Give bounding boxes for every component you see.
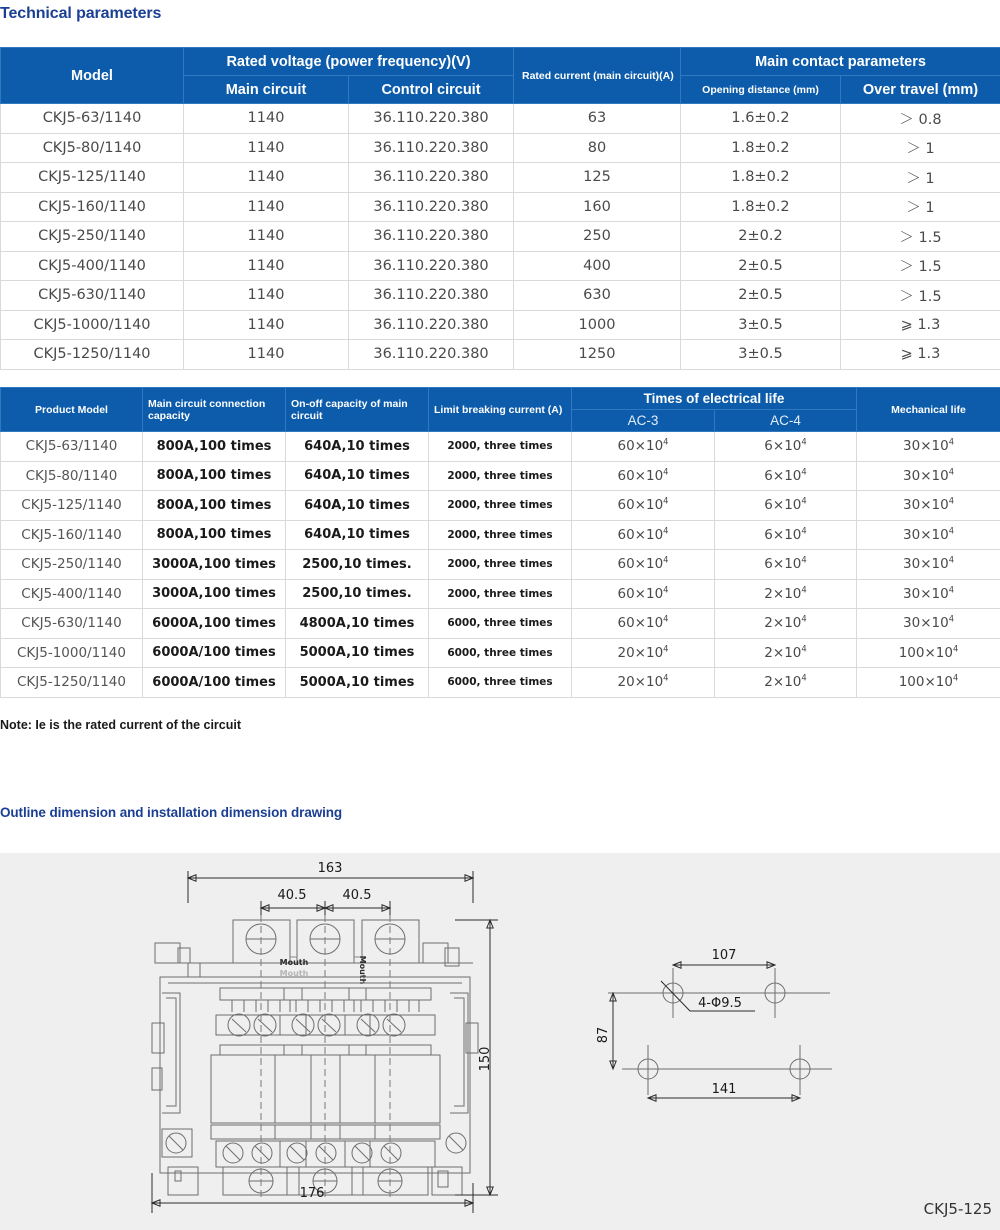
- t1-cell-opening-distance: 3±0.5: [681, 310, 841, 340]
- t1-cell-main-circuit: 1140: [184, 281, 349, 311]
- t2-cell-ac3: [572, 432, 715, 462]
- t2-cell-mechanical-life-ten: 10: [935, 674, 953, 691]
- t2-cell-on-off-capacity: 4800A,10 times: [286, 609, 429, 639]
- t1-cell-rated-current: 80: [514, 133, 681, 163]
- t1-cell-main-circuit: 1140: [184, 104, 349, 134]
- t1-cell-model: CKJ5-1000/1140: [1, 310, 184, 340]
- t2-cell-mechanical-life: [857, 491, 1000, 521]
- t2-cell-ac3: [572, 638, 715, 668]
- th-on-off-capacity: On-off capacity of main circuit: [286, 388, 429, 432]
- t1-cell-main-circuit: 1140: [184, 163, 349, 193]
- t2-cell-mechanical-life-base: 30: [903, 556, 921, 573]
- t2-cell-ac4-ten: 10: [784, 497, 802, 514]
- t2-cell-limit-breaking: 2000, three times: [429, 461, 572, 491]
- t2-cell-ac3: [572, 609, 715, 639]
- t2-cell-ac4: [715, 609, 857, 639]
- th-main-contact-parameters: Main contact parameters: [681, 48, 1000, 76]
- t2-cell-product-model: CKJ5-630/1140: [1, 609, 143, 639]
- t2-cell-ac3-ten: 10: [645, 674, 664, 691]
- t2-cell-product-model: CKJ5-125/1140: [1, 491, 143, 521]
- dim-hole-pitch-bottom: 141: [711, 1082, 737, 1097]
- t2-cell-ac3-base: 60: [617, 526, 635, 543]
- multiply-sign: ×: [772, 556, 785, 573]
- t2-cell-ac4-exponent: 4: [801, 643, 807, 654]
- t1-cell-model: CKJ5-63/1140: [1, 104, 184, 134]
- multiply-sign: ×: [772, 497, 785, 514]
- t2-cell-ac3-base: 20: [617, 644, 635, 661]
- t2-cell-ac4-base: 6: [764, 467, 773, 484]
- t2-cell-ac3: [572, 579, 715, 609]
- t2-cell-on-off-capacity: 5000A,10 times: [286, 638, 429, 668]
- t2-cell-product-model: CKJ5-1250/1140: [1, 668, 143, 698]
- t2-cell-connection-capacity: 800A,100 times: [143, 432, 286, 462]
- th-mechanical-life: Mechanical life: [857, 388, 1000, 432]
- t2-cell-ac3-exponent: 4: [663, 584, 669, 595]
- t2-cell-connection-capacity: 6000A/100 times: [143, 638, 286, 668]
- t2-cell-on-off-capacity: 5000A,10 times: [286, 668, 429, 698]
- t1-cell-over-travel: ＞ 1.5: [841, 222, 1000, 252]
- t1-cell-over-travel: ＞ 1: [841, 133, 1000, 163]
- t2-cell-limit-breaking: 6000, three times: [429, 638, 572, 668]
- multiply-sign: ×: [634, 526, 646, 543]
- t2-cell-connection-capacity: 800A,100 times: [143, 461, 286, 491]
- t2-cell-mechanical-life-exponent: 4: [948, 436, 955, 447]
- mounting-hole-view-group: [596, 948, 832, 1101]
- dim-pole-pitch-right: 40.5: [342, 888, 372, 903]
- t1-cell-opening-distance: 2±0.5: [681, 281, 841, 311]
- multiply-sign: ×: [772, 674, 785, 691]
- t2-cell-mechanical-life: [857, 520, 1000, 550]
- th-rated-voltage: Rated voltage (power frequency)(V): [184, 48, 514, 76]
- multiply-sign: ×: [924, 674, 936, 691]
- t2-cell-connection-capacity: 3000A,100 times: [143, 550, 286, 580]
- t1-cell-model: CKJ5-250/1140: [1, 222, 184, 252]
- dim-hole-spec: 4-Φ9.5: [698, 996, 742, 1011]
- multiply-sign: ×: [772, 615, 785, 632]
- t1-cell-main-circuit: 1140: [184, 133, 349, 163]
- table-row: [1, 192, 1000, 222]
- th-rated-current: Rated current (main circuit)(A): [514, 48, 681, 104]
- t2-cell-ac3-exponent: 4: [663, 525, 669, 536]
- t1-cell-over-travel: ⩾ 1.3: [841, 310, 1000, 340]
- t2-cell-ac4-ten: 10: [784, 556, 802, 573]
- t1-cell-main-circuit: 1140: [184, 340, 349, 370]
- t2-cell-ac4-base: 2: [764, 615, 773, 632]
- table1-header-row-1: [1, 48, 1000, 76]
- t2-cell-on-off-capacity: 640A,10 times: [286, 461, 429, 491]
- t1-cell-control-circuit: 36.110.220.380: [349, 222, 514, 252]
- table-row: [1, 579, 1000, 609]
- multiply-sign: ×: [634, 644, 646, 661]
- multiply-sign: ×: [634, 467, 646, 484]
- t2-cell-ac3-ten: 10: [645, 497, 664, 514]
- t2-cell-ac3-ten: 10: [645, 526, 664, 543]
- t2-cell-ac4-exponent: 4: [801, 525, 807, 536]
- t1-cell-model: CKJ5-80/1140: [1, 133, 184, 163]
- t2-cell-ac3-ten: 10: [645, 438, 664, 455]
- t2-cell-ac4: [715, 638, 857, 668]
- t2-cell-mechanical-life-exponent: 4: [952, 643, 959, 654]
- multiply-sign: ×: [772, 526, 785, 543]
- table-row: [1, 310, 1000, 340]
- table-row: [1, 520, 1000, 550]
- multiply-sign: ×: [634, 556, 646, 573]
- t2-cell-ac3-ten: 10: [645, 467, 664, 484]
- t1-cell-main-circuit: 1140: [184, 310, 349, 340]
- t1-cell-over-travel: ＞ 1.5: [841, 251, 1000, 281]
- t2-cell-limit-breaking: 2000, three times: [429, 520, 572, 550]
- table-row: [1, 461, 1000, 491]
- t1-cell-opening-distance: 1.8±0.2: [681, 192, 841, 222]
- multiply-sign: ×: [920, 467, 932, 484]
- t2-cell-ac3-exponent: 4: [663, 466, 669, 477]
- t2-cell-ac3-exponent: 4: [663, 643, 669, 654]
- table-row: [1, 340, 1000, 370]
- th-over-travel: Over travel (mm): [841, 76, 1000, 104]
- dimension-drawing-panel: [0, 853, 1000, 1230]
- t2-cell-ac3-base: 20: [617, 674, 635, 691]
- th-connection-capacity: Main circuit connection capacity: [143, 388, 286, 432]
- t2-cell-mechanical-life-ten: 10: [931, 556, 949, 573]
- t2-cell-ac4: [715, 668, 857, 698]
- t2-cell-mechanical-life-exponent: 4: [948, 554, 955, 565]
- dim-vertical-pitch: 87: [596, 1026, 611, 1044]
- t2-cell-mechanical-life-ten: 10: [931, 467, 949, 484]
- t2-cell-mechanical-life-ten: 10: [931, 585, 949, 602]
- th-model: Model: [1, 48, 184, 104]
- t1-cell-model: CKJ5-630/1140: [1, 281, 184, 311]
- t2-cell-product-model: CKJ5-80/1140: [1, 461, 143, 491]
- t2-cell-mechanical-life-exponent: 4: [948, 584, 955, 595]
- table-row: [1, 432, 1000, 462]
- multiply-sign: ×: [920, 497, 932, 514]
- t1-cell-control-circuit: 36.110.220.380: [349, 133, 514, 163]
- t2-cell-ac4-ten: 10: [784, 467, 802, 484]
- multiply-sign: ×: [920, 615, 932, 632]
- t2-cell-ac4: [715, 432, 857, 462]
- t2-cell-on-off-capacity: 640A,10 times: [286, 432, 429, 462]
- multiply-sign: ×: [634, 674, 646, 691]
- t2-cell-ac3: [572, 461, 715, 491]
- t2-cell-ac3-ten: 10: [645, 556, 664, 573]
- t1-cell-control-circuit: 36.110.220.380: [349, 281, 514, 311]
- t2-cell-ac4-ten: 10: [784, 644, 802, 661]
- t2-cell-ac4: [715, 491, 857, 521]
- terminal-label-mouth-2: Mouth: [279, 969, 309, 978]
- t2-cell-connection-capacity: 800A,100 times: [143, 520, 286, 550]
- t1-cell-control-circuit: 36.110.220.380: [349, 104, 514, 134]
- t1-cell-opening-distance: 2±0.2: [681, 222, 841, 252]
- t2-cell-ac3-base: 60: [617, 556, 635, 573]
- t2-cell-ac4-ten: 10: [784, 585, 802, 602]
- t1-cell-opening-distance: 1.6±0.2: [681, 104, 841, 134]
- table2-header-row-1: [1, 388, 1000, 410]
- t1-cell-control-circuit: 36.110.220.380: [349, 163, 514, 193]
- t2-cell-ac4: [715, 579, 857, 609]
- t2-cell-ac4: [715, 550, 857, 580]
- t2-cell-ac4-base: 2: [764, 585, 773, 602]
- t1-cell-opening-distance: 3±0.5: [681, 340, 841, 370]
- multiply-sign: ×: [634, 497, 646, 514]
- t2-cell-mechanical-life: [857, 609, 1000, 639]
- t2-cell-mechanical-life-exponent: 4: [948, 466, 955, 477]
- t1-cell-over-travel: ＞ 0.8: [841, 104, 1000, 134]
- t2-cell-connection-capacity: 800A,100 times: [143, 491, 286, 521]
- t2-cell-mechanical-life: [857, 461, 1000, 491]
- t2-cell-ac4-exponent: 4: [801, 436, 807, 447]
- t1-cell-main-circuit: 1140: [184, 222, 349, 252]
- t2-cell-ac4-ten: 10: [784, 438, 802, 455]
- t2-cell-mechanical-life-exponent: 4: [948, 495, 955, 506]
- t2-cell-ac3-exponent: 4: [663, 436, 669, 447]
- dim-pole-pitch-left: 40.5: [277, 888, 307, 903]
- t1-cell-over-travel: ＞ 1: [841, 163, 1000, 193]
- multiply-sign: ×: [772, 438, 785, 455]
- t2-cell-ac4-base: 6: [764, 526, 773, 543]
- t2-cell-limit-breaking: 2000, three times: [429, 579, 572, 609]
- t2-cell-connection-capacity: 3000A,100 times: [143, 579, 286, 609]
- multiply-sign: ×: [772, 585, 785, 602]
- multiply-sign: ×: [924, 644, 936, 661]
- dimension-drawing-svg: [0, 853, 1000, 1230]
- t2-cell-ac4-exponent: 4: [801, 613, 807, 624]
- t2-cell-mechanical-life-ten: 10: [931, 615, 949, 632]
- t2-cell-product-model: CKJ5-250/1140: [1, 550, 143, 580]
- t2-cell-mechanical-life: [857, 550, 1000, 580]
- t2-cell-ac4-base: 6: [764, 497, 773, 514]
- t2-cell-product-model: CKJ5-400/1140: [1, 579, 143, 609]
- t2-cell-connection-capacity: 6000A,100 times: [143, 609, 286, 639]
- t2-cell-limit-breaking: 2000, three times: [429, 491, 572, 521]
- t2-cell-ac3-exponent: 4: [663, 495, 669, 506]
- dim-hole-pitch-top: 107: [711, 948, 737, 963]
- t2-cell-ac3-ten: 10: [645, 585, 664, 602]
- front-view-group: [152, 861, 498, 1213]
- t2-cell-ac4-exponent: 4: [801, 672, 807, 683]
- t1-cell-model: CKJ5-400/1140: [1, 251, 184, 281]
- t1-cell-control-circuit: 36.110.220.380: [349, 192, 514, 222]
- t2-cell-product-model: CKJ5-160/1140: [1, 520, 143, 550]
- th-ac4: AC-4: [715, 410, 857, 432]
- t2-cell-on-off-capacity: 2500,10 times.: [286, 579, 429, 609]
- th-ac3: AC-3: [572, 410, 715, 432]
- th-product-model: Product Model: [1, 388, 143, 432]
- page-title-outline-dimension: Outline dimension and installation dimension drawing: [0, 805, 343, 820]
- t2-cell-ac3-base: 60: [617, 497, 635, 514]
- table-row: [1, 251, 1000, 281]
- multiply-sign: ×: [634, 585, 646, 602]
- t2-cell-ac3-ten: 10: [645, 644, 664, 661]
- th-times-of-electrical-life: Times of electrical life: [572, 388, 857, 410]
- t2-cell-mechanical-life: [857, 579, 1000, 609]
- t1-cell-opening-distance: 1.8±0.2: [681, 163, 841, 193]
- t2-cell-mechanical-life-base: 30: [903, 467, 921, 484]
- page-title-technical-parameters: Technical parameters: [0, 5, 162, 22]
- table-row: [1, 222, 1000, 252]
- t1-cell-rated-current: 630: [514, 281, 681, 311]
- t1-cell-main-circuit: 1140: [184, 192, 349, 222]
- t2-cell-limit-breaking: 6000, three times: [429, 609, 572, 639]
- t2-cell-ac4-exponent: 4: [801, 584, 807, 595]
- t2-cell-mechanical-life: [857, 668, 1000, 698]
- dim-overall-width: 163: [317, 861, 343, 876]
- t2-cell-ac4-ten: 10: [784, 615, 802, 632]
- table-row: [1, 133, 1000, 163]
- t1-cell-rated-current: 160: [514, 192, 681, 222]
- t2-cell-product-model: CKJ5-1000/1140: [1, 638, 143, 668]
- terminal-label-mouth-1: Mouth: [279, 958, 309, 967]
- t1-cell-over-travel: ＞ 1.5: [841, 281, 1000, 311]
- multiply-sign: ×: [772, 644, 785, 661]
- t2-cell-mechanical-life-base: 100: [898, 644, 925, 661]
- th-limit-breaking-current: Limit breaking current (A): [429, 388, 572, 432]
- t1-cell-control-circuit: 36.110.220.380: [349, 251, 514, 281]
- t1-cell-rated-current: 125: [514, 163, 681, 193]
- t2-cell-ac4-exponent: 4: [801, 495, 807, 506]
- t2-cell-mechanical-life: [857, 638, 1000, 668]
- multiply-sign: ×: [772, 467, 785, 484]
- t2-cell-ac3-base: 60: [617, 615, 635, 632]
- th-opening-distance: Opening distance (mm): [681, 76, 841, 104]
- t2-cell-ac4-base: 6: [764, 438, 773, 455]
- t1-cell-model: CKJ5-1250/1140: [1, 340, 184, 370]
- multiply-sign: ×: [920, 556, 932, 573]
- t1-cell-over-travel: ⩾ 1.3: [841, 340, 1000, 370]
- table-row: [1, 609, 1000, 639]
- t2-cell-mechanical-life-base: 30: [903, 585, 921, 602]
- t2-cell-ac3-base: 60: [617, 467, 635, 484]
- t1-cell-opening-distance: 2±0.5: [681, 251, 841, 281]
- t2-cell-limit-breaking: 6000, three times: [429, 668, 572, 698]
- t2-cell-ac4-ten: 10: [784, 526, 802, 543]
- multiply-sign: ×: [634, 438, 646, 455]
- dim-height: 150: [478, 1046, 493, 1072]
- t2-cell-ac3-exponent: 4: [663, 554, 669, 565]
- technical-parameters-table: [0, 47, 1000, 370]
- t2-cell-mechanical-life-ten: 10: [931, 497, 949, 514]
- t2-cell-ac4: [715, 520, 857, 550]
- t1-cell-rated-current: 1250: [514, 340, 681, 370]
- t2-cell-mechanical-life-base: 30: [903, 615, 921, 632]
- t1-cell-rated-current: 400: [514, 251, 681, 281]
- t2-cell-limit-breaking: 2000, three times: [429, 550, 572, 580]
- t2-cell-ac4-base: 2: [764, 644, 773, 661]
- t1-cell-model: CKJ5-125/1140: [1, 163, 184, 193]
- table-row: [1, 550, 1000, 580]
- t1-cell-model: CKJ5-160/1140: [1, 192, 184, 222]
- electrical-life-table: [0, 387, 1000, 698]
- t2-cell-on-off-capacity: 640A,10 times: [286, 491, 429, 521]
- t2-cell-ac4: [715, 461, 857, 491]
- t1-cell-main-circuit: 1140: [184, 251, 349, 281]
- t2-cell-mechanical-life-exponent: 4: [952, 672, 959, 683]
- t2-cell-mechanical-life-base: 30: [903, 526, 921, 543]
- t1-cell-rated-current: 250: [514, 222, 681, 252]
- t2-cell-ac4-exponent: 4: [801, 554, 807, 565]
- t2-cell-mechanical-life-exponent: 4: [948, 613, 955, 624]
- t2-cell-mechanical-life-base: 100: [898, 674, 925, 691]
- t2-cell-ac3: [572, 550, 715, 580]
- t2-cell-mechanical-life-ten: 10: [931, 526, 949, 543]
- t2-cell-ac3-exponent: 4: [663, 672, 669, 683]
- multiply-sign: ×: [634, 615, 646, 632]
- t2-cell-ac3-exponent: 4: [663, 613, 669, 624]
- t1-cell-control-circuit: 36.110.220.380: [349, 310, 514, 340]
- multiply-sign: ×: [920, 585, 932, 602]
- table-row: [1, 491, 1000, 521]
- table-row: [1, 163, 1000, 193]
- t2-cell-on-off-capacity: 2500,10 times.: [286, 550, 429, 580]
- table-row: [1, 281, 1000, 311]
- multiply-sign: ×: [920, 526, 932, 543]
- t2-cell-ac4-exponent: 4: [801, 466, 807, 477]
- note-text: Note: Ie is the rated current of the circuit: [0, 718, 242, 732]
- th-main-circuit: Main circuit: [184, 76, 349, 104]
- table-row: [1, 668, 1000, 698]
- t2-cell-mechanical-life-ten: 10: [931, 438, 949, 455]
- t2-cell-product-model: CKJ5-63/1140: [1, 432, 143, 462]
- t2-cell-ac3: [572, 668, 715, 698]
- t1-cell-rated-current: 1000: [514, 310, 681, 340]
- drawing-model-label: CKJ5-125: [923, 1200, 992, 1218]
- th-control-circuit: Control circuit: [349, 76, 514, 104]
- t1-cell-over-travel: ＞ 1: [841, 192, 1000, 222]
- t2-cell-ac3: [572, 520, 715, 550]
- table-row: [1, 638, 1000, 668]
- multiply-sign: ×: [920, 438, 932, 455]
- t2-cell-mechanical-life: [857, 432, 1000, 462]
- t2-cell-ac3-base: 60: [617, 585, 635, 602]
- t2-cell-on-off-capacity: 640A,10 times: [286, 520, 429, 550]
- t2-cell-mechanical-life-exponent: 4: [948, 525, 955, 536]
- t1-cell-rated-current: 63: [514, 104, 681, 134]
- t2-cell-mechanical-life-ten: 10: [935, 644, 953, 661]
- dim-base-width: 176: [299, 1186, 325, 1201]
- t2-cell-limit-breaking: 2000, three times: [429, 432, 572, 462]
- table-row: [1, 104, 1000, 134]
- t2-cell-mechanical-life-base: 30: [903, 497, 921, 514]
- t2-cell-mechanical-life-base: 30: [903, 438, 921, 455]
- t1-cell-control-circuit: 36.110.220.380: [349, 340, 514, 370]
- t2-cell-ac4-ten: 10: [784, 674, 802, 691]
- t2-cell-ac3-ten: 10: [645, 615, 664, 632]
- t2-cell-ac3-base: 60: [617, 438, 635, 455]
- t2-cell-ac4-base: 6: [764, 556, 773, 573]
- t2-cell-connection-capacity: 6000A/100 times: [143, 668, 286, 698]
- t2-cell-ac4-base: 2: [764, 674, 773, 691]
- t1-cell-opening-distance: 1.8±0.2: [681, 133, 841, 163]
- terminal-label-mouth-3: Mouth: [358, 955, 367, 985]
- t2-cell-ac3: [572, 491, 715, 521]
